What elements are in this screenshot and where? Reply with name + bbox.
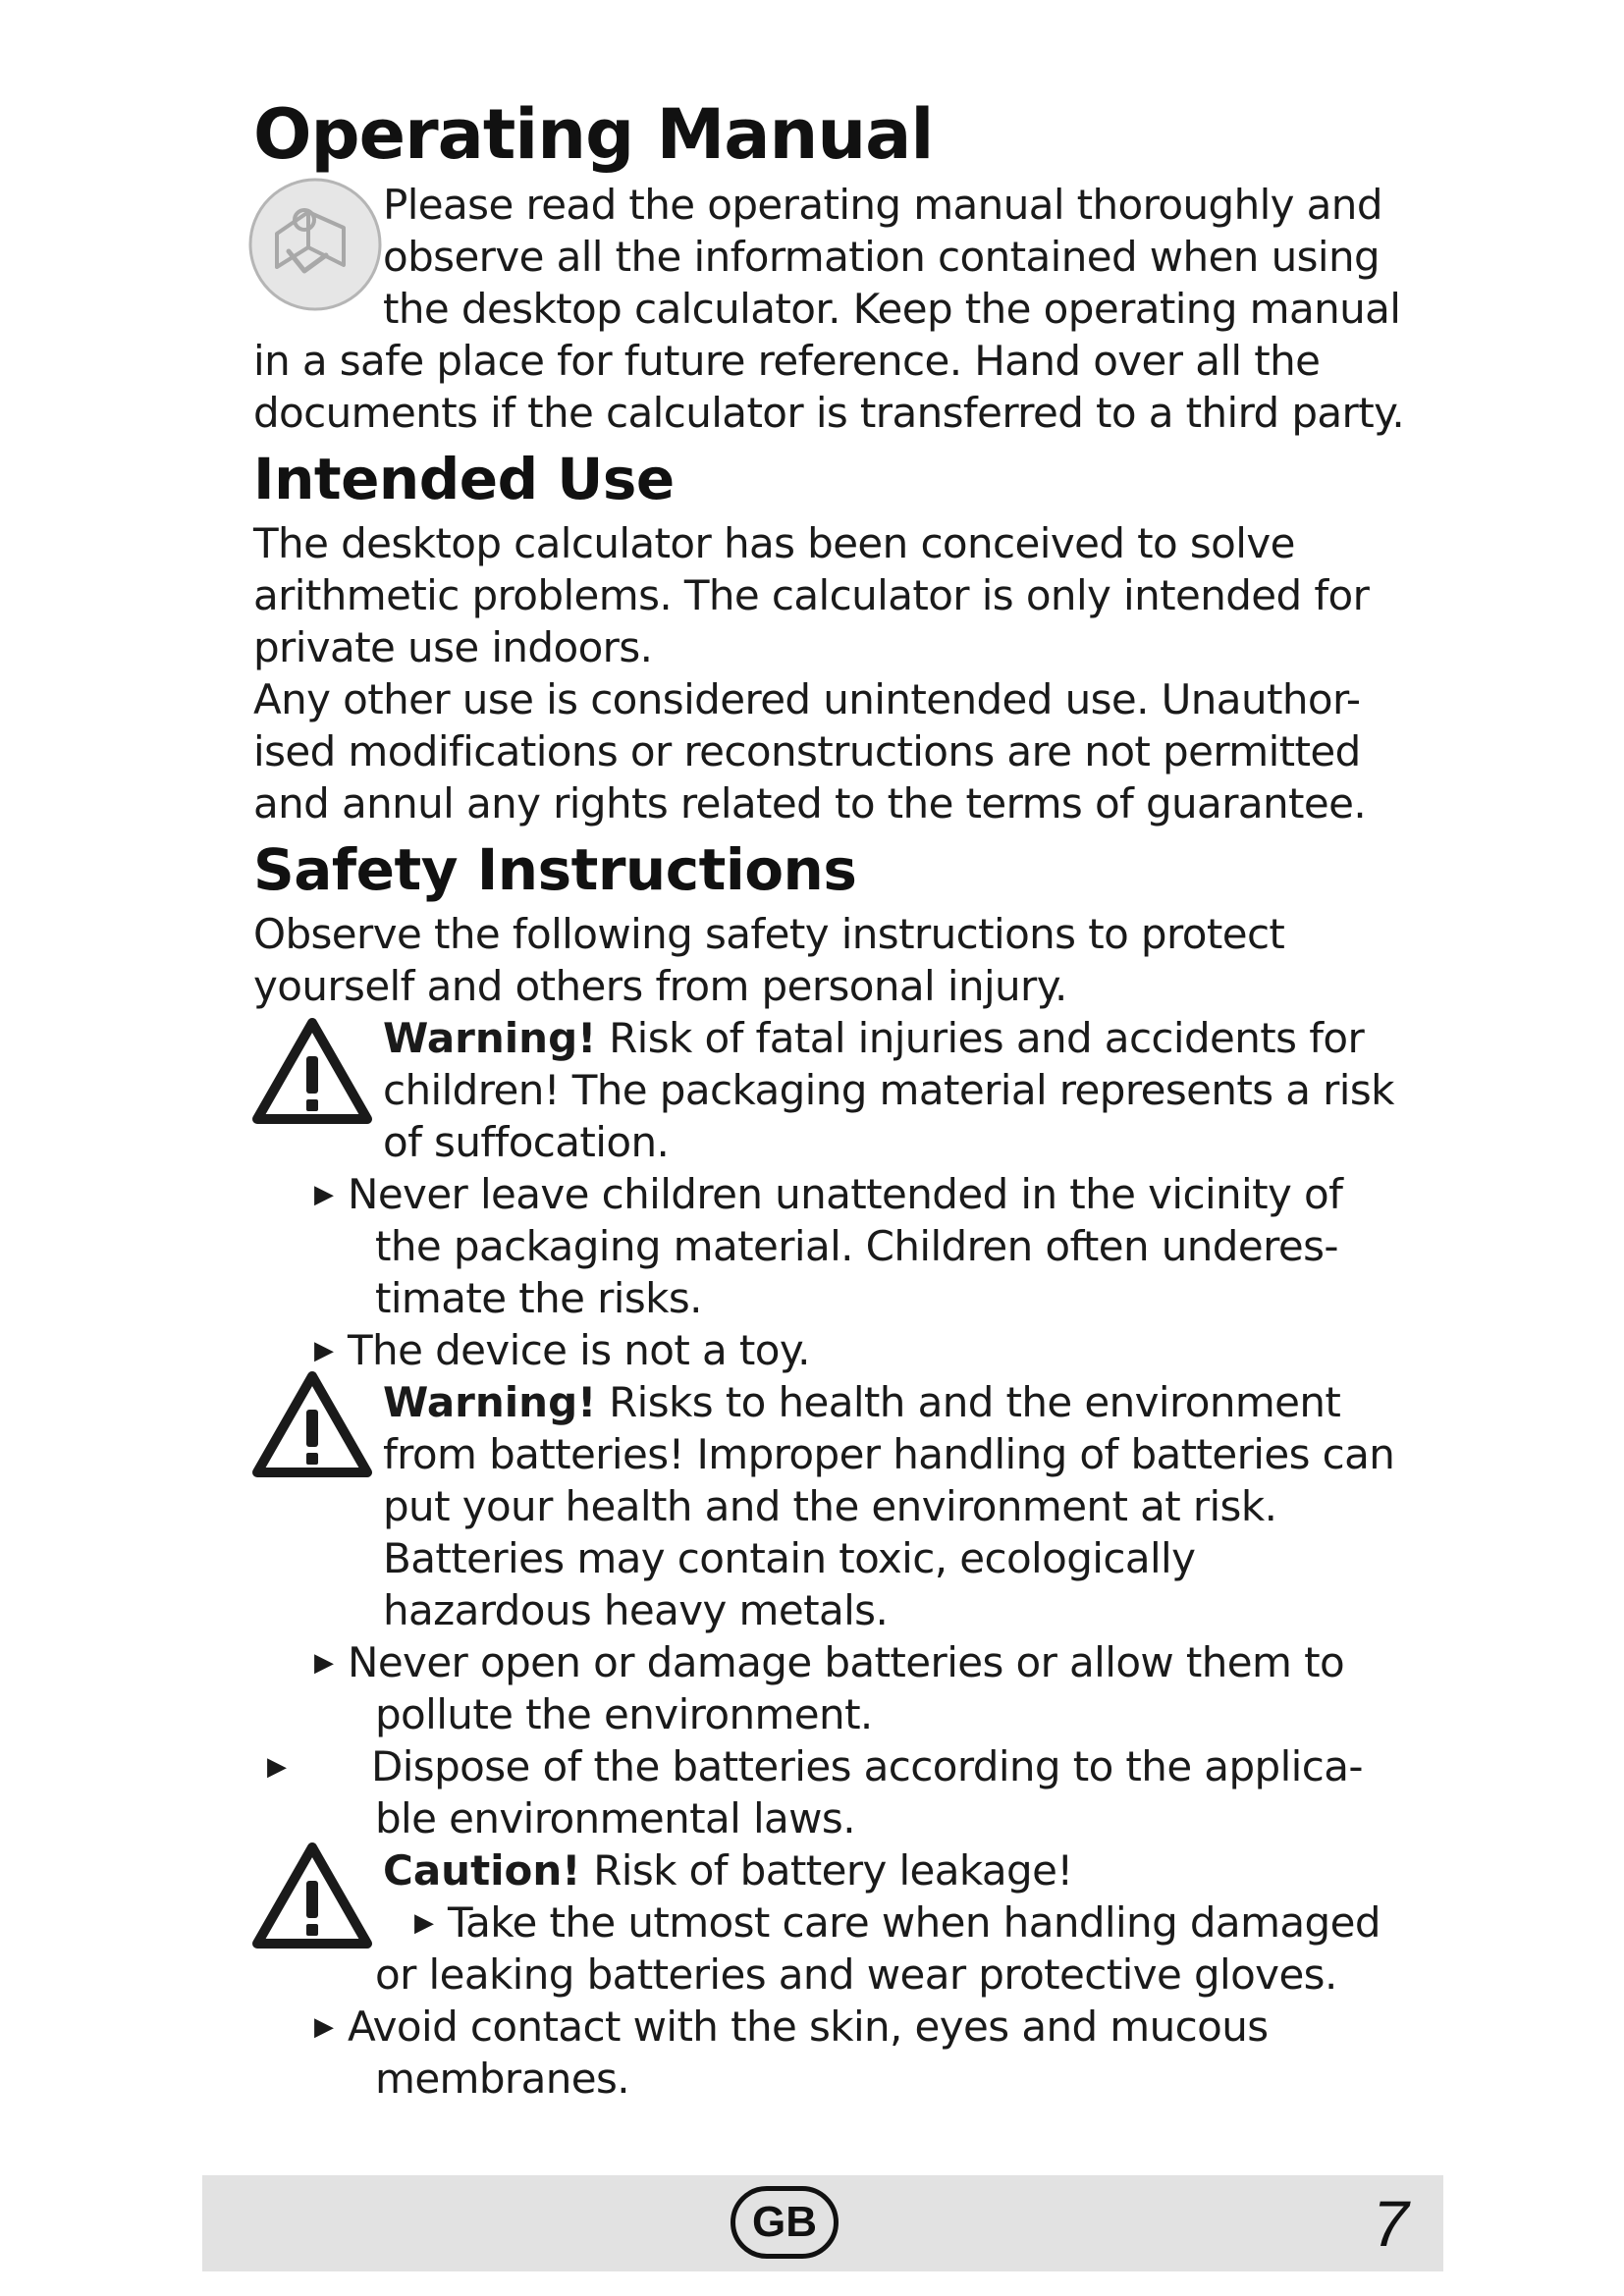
warning-2-line-5: hazardous heavy metals. xyxy=(383,1586,889,1634)
warning-2-line-2: from batteries! Improper handling of batteries can xyxy=(383,1430,1395,1478)
bullet-arrow-icon: ▶ xyxy=(314,1648,334,1678)
bullet-arrow-icon: ▶ xyxy=(314,1336,334,1365)
bullet-arrow-icon: ▶ xyxy=(414,1908,434,1938)
intro-line-4: in a safe place for future reference. Hand over all the xyxy=(253,337,1321,385)
warning-label: Warning! xyxy=(383,1378,597,1426)
safety-intro-line: yourself and others from personal injury. xyxy=(253,962,1067,1010)
page-number: 7 xyxy=(1373,2187,1409,2260)
warning-2-line-1 xyxy=(383,1377,1340,1428)
bullet-continuation: timate the risks. xyxy=(375,1274,702,1322)
caution-continuation: or leaking batteries and wear protective gloves. xyxy=(375,1950,1337,1999)
caution-bullet-line: Take the utmost care when handling damaged xyxy=(448,1898,1380,1947)
bullet-line: Dispose of the batteries according to the applica- xyxy=(371,1742,1363,1790)
warning-label: Warning! xyxy=(383,1014,597,1062)
warning-2-line-4: Batteries may contain toxic, ecologically xyxy=(383,1534,1196,1582)
warning-2-line-3: put your health and the environment at risk. xyxy=(383,1482,1277,1530)
section-heading-intended-use: Intended Use xyxy=(253,446,675,512)
intro-line-2: observe all the information contained when using xyxy=(383,233,1380,281)
bullet-line: Never leave children unattended in the vicinity of xyxy=(348,1170,1343,1218)
intended-use-line: arithmetic problems. The calculator is only intended for xyxy=(253,571,1370,619)
intended-use-line: Any other use is considered unintended use. Unauthor- xyxy=(253,675,1361,723)
country-code-badge: GB xyxy=(731,2186,839,2259)
warning-1-line-3: of suffocation. xyxy=(383,1118,670,1166)
intended-use-line: ised modifications or reconstructions are not permitted xyxy=(253,727,1361,775)
read-manual-icon xyxy=(247,177,383,312)
warning-triangle-icon xyxy=(251,1370,373,1478)
safety-intro-line: Observe the following safety instructions to protect xyxy=(253,910,1285,958)
warning-triangle-icon xyxy=(251,1017,373,1125)
caution-text: Risk of battery leakage! xyxy=(580,1846,1073,1895)
intro-line-1: Please read the operating manual thoroughly and xyxy=(383,181,1382,229)
bullet-line: The device is not a toy. xyxy=(348,1326,810,1374)
intro-line-3: the desktop calculator. Keep the operating manual xyxy=(383,285,1401,333)
bullet-continuation: membranes. xyxy=(375,2055,630,2103)
bullet-arrow-icon: ▶ xyxy=(267,1752,287,1782)
bullet-continuation: the packaging material. Children often underes- xyxy=(375,1222,1338,1270)
caution-label: Caution! xyxy=(383,1846,581,1895)
warning-1-line-2: children! The packaging material represents a risk xyxy=(383,1066,1394,1114)
intended-use-line: The desktop calculator has been conceived to solve xyxy=(253,519,1295,567)
intended-use-line: private use indoors. xyxy=(253,623,653,671)
warning-1-text: Risk of fatal injuries and accidents for xyxy=(596,1014,1365,1062)
warning-triangle-icon xyxy=(251,1842,373,1949)
bullet-continuation: ble environmental laws. xyxy=(375,1794,855,1842)
section-heading-safety-instructions: Safety Instructions xyxy=(253,836,857,903)
bullet-arrow-icon: ▶ xyxy=(314,2012,334,2042)
bullet-line: Never open or damage batteries or allow them to xyxy=(348,1638,1345,1686)
bullet-continuation: pollute the environment. xyxy=(375,1690,873,1738)
warning-1-line-1 xyxy=(383,1013,1364,1064)
bullet-line: Avoid contact with the skin, eyes and mucous xyxy=(348,2002,1269,2051)
page-title: Operating Manual xyxy=(253,94,934,175)
warning-2-text: Risks to health and the environment xyxy=(596,1378,1341,1426)
caution-line-1 xyxy=(383,1845,1073,1896)
intended-use-line: and annul any rights related to the terms of guarantee. xyxy=(253,779,1367,828)
intro-line-5: documents if the calculator is transferred to a third party. xyxy=(253,389,1405,437)
bullet-arrow-icon: ▶ xyxy=(314,1180,334,1209)
